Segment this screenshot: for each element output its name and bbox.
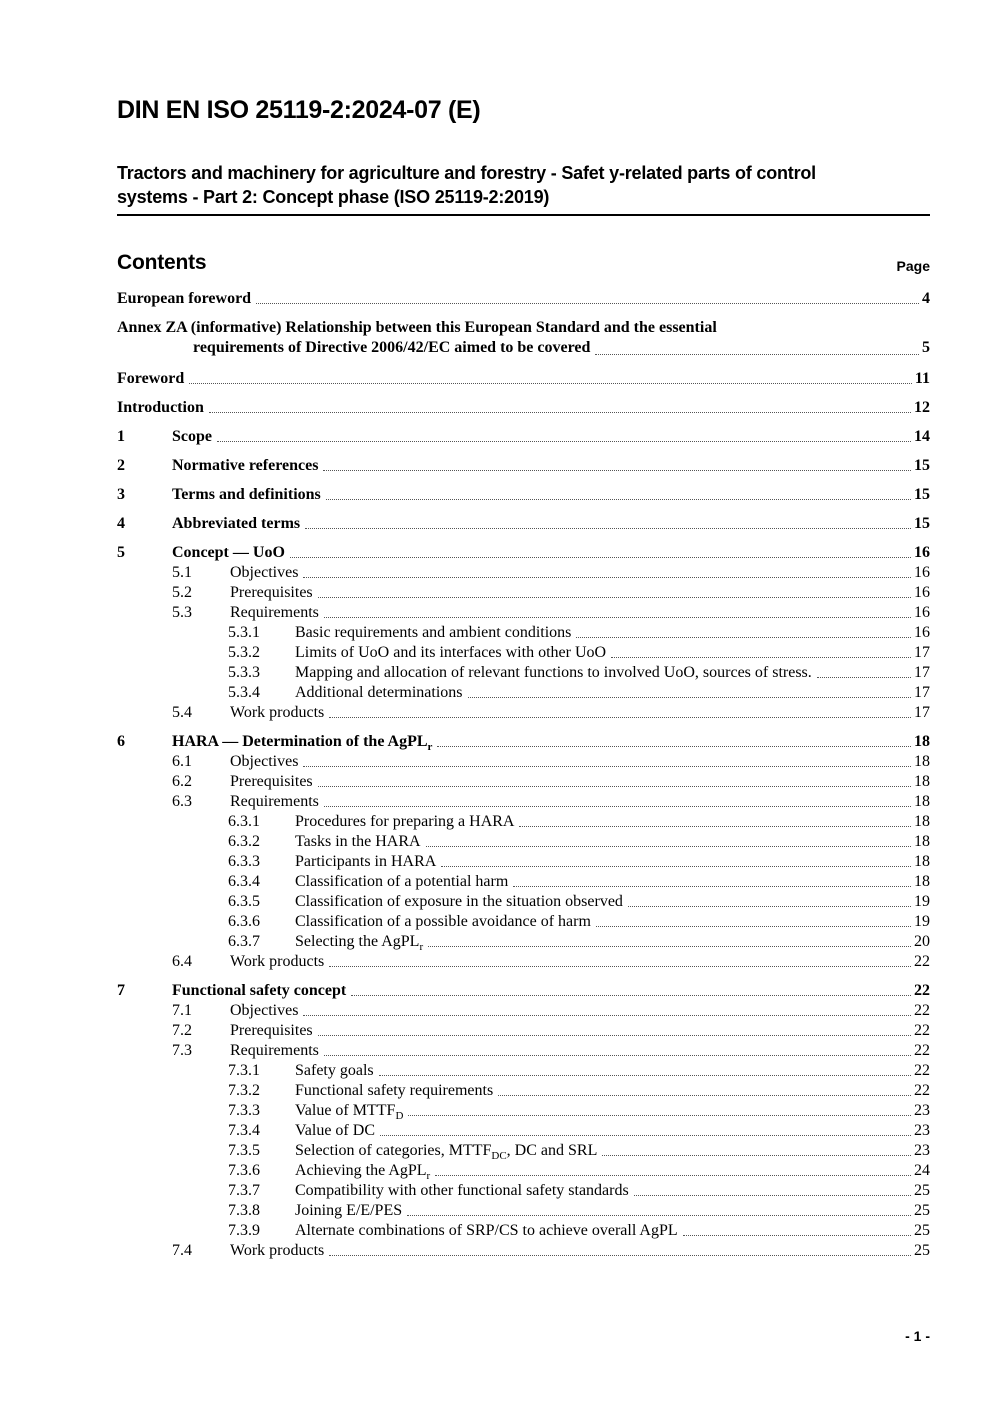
toc-entry	[117, 952, 930, 972]
toc-entry	[117, 1241, 930, 1261]
dot-leader	[611, 657, 911, 658]
toc-entry-page: 14	[914, 428, 930, 445]
toc-entry-label: Tasks in the HARA	[295, 833, 421, 850]
dot-leader	[326, 499, 911, 500]
toc-entry	[117, 583, 930, 603]
toc-entry-label: Basic requirements and ambient conditions	[295, 624, 572, 641]
toc-entry-page: 16	[914, 544, 930, 561]
toc-entry-page: 22	[914, 1042, 930, 1059]
dot-leader	[305, 528, 911, 529]
toc-entry	[117, 1021, 930, 1041]
toc-entry	[117, 563, 930, 583]
toc-entry-number: 7	[117, 982, 125, 999]
dot-leader	[380, 1135, 911, 1136]
dot-leader	[513, 886, 911, 887]
toc-entry-page: 24	[914, 1162, 930, 1179]
toc-entry	[117, 456, 930, 476]
toc-entry-label: Introduction	[117, 399, 204, 416]
toc-entry-page: 23	[914, 1142, 930, 1159]
toc-entry	[117, 1001, 930, 1021]
dot-leader	[324, 1055, 911, 1056]
dot-leader	[318, 786, 911, 787]
toc-entry-number: 6.3.5	[228, 893, 260, 910]
toc-entry-page: 20	[914, 933, 930, 950]
toc-entry-page: 22	[914, 1022, 930, 1039]
toc-entry	[117, 872, 930, 892]
dot-leader	[428, 946, 911, 947]
document-title-line2: systems - Part 2: Concept phase (ISO 25119-2:2019)	[117, 187, 550, 207]
table-of-contents	[117, 289, 930, 1261]
toc-entry-number: 5.3.1	[228, 624, 260, 641]
toc-entry-label: Scope	[172, 428, 212, 445]
toc-entry-page: 22	[914, 1082, 930, 1099]
toc-entry-label: Prerequisites	[230, 773, 313, 790]
toc-entry-page: 16	[914, 564, 930, 581]
dot-leader	[407, 1215, 911, 1216]
toc-entry-page: 11	[914, 370, 930, 387]
toc-entry-page: 5	[922, 339, 930, 356]
toc-entry-label: Abbreviated terms	[172, 515, 301, 532]
toc-entry	[117, 369, 930, 389]
toc-entry-label: Functional safety requirements	[295, 1082, 494, 1099]
toc-entry-label: Prerequisites	[230, 584, 313, 601]
dot-leader	[329, 966, 911, 967]
toc-entry-label: Classification of a possible avoidance of harm	[295, 913, 591, 930]
toc-entry-number: 6.3.6	[228, 913, 260, 930]
toc-entry	[117, 623, 930, 643]
dot-leader	[408, 1115, 911, 1116]
dot-leader	[351, 995, 911, 996]
dot-leader	[303, 577, 911, 578]
dot-leader	[256, 303, 919, 304]
toc-entry-page: 22	[914, 1002, 930, 1019]
toc-entry-number: 7.3	[172, 1042, 192, 1059]
toc-entry-number: 4	[117, 515, 125, 532]
dot-leader	[189, 383, 912, 384]
dot-leader	[628, 906, 911, 907]
toc-entry-page: 18	[914, 733, 930, 750]
toc-entry-number: 5.4	[172, 704, 192, 721]
toc-entry	[117, 892, 930, 912]
toc-entry	[117, 703, 930, 723]
dot-leader	[441, 866, 911, 867]
toc-entry-page: 19	[914, 913, 930, 930]
toc-entry-number: 5.1	[172, 564, 192, 581]
dot-leader	[468, 697, 911, 698]
toc-entry-number: 6.3.2	[228, 833, 260, 850]
toc-entry-number: 7.3.3	[228, 1102, 260, 1119]
toc-entry-label: Requirements	[230, 793, 319, 810]
document-title	[117, 161, 930, 216]
toc-entry-number: 7.4	[172, 1242, 192, 1259]
toc-entry-number: 6.3.7	[228, 933, 260, 950]
page-number: - 1 -	[905, 1328, 930, 1344]
toc-entry-number: 7.3.5	[228, 1142, 260, 1159]
toc-entry	[117, 1121, 930, 1141]
toc-entry	[117, 1221, 930, 1241]
toc-entry	[117, 543, 930, 563]
dot-leader	[323, 470, 911, 471]
toc-entry-page: 15	[914, 457, 930, 474]
toc-entry	[117, 683, 930, 703]
toc-entry	[117, 852, 930, 872]
document-id: DIN EN ISO 25119-2:2024-07 (E)	[117, 96, 481, 124]
dot-leader	[437, 746, 911, 747]
toc-entry-page: 22	[914, 982, 930, 999]
document-title-line1: Tractors and machinery for agriculture and forestry - Safet y-related parts of control	[117, 163, 816, 183]
toc-entry-number: 7.3.8	[228, 1202, 260, 1219]
dot-leader	[683, 1235, 911, 1236]
toc-entry-label: Safety goals	[295, 1062, 374, 1079]
toc-entry	[117, 981, 930, 1001]
toc-entry-page: 18	[914, 833, 930, 850]
toc-entry-number: 6.3	[172, 793, 192, 810]
toc-entry-continuation-label: requirements of Directive 2006/42/EC aimed to be covered	[193, 339, 591, 356]
toc-entry-label: Foreword	[117, 370, 185, 387]
toc-entry-label: Terms and definitions	[172, 486, 321, 503]
toc-entry	[117, 912, 930, 932]
dot-leader	[329, 717, 911, 718]
dot-leader	[379, 1075, 911, 1076]
toc-entry-label: Compatibility with other functional safety standards	[295, 1182, 629, 1199]
toc-entry	[117, 485, 930, 505]
toc-entry-label: Classification of exposure in the situation observed	[295, 893, 623, 910]
toc-entry	[117, 1161, 930, 1181]
toc-entry-page: 25	[914, 1242, 930, 1259]
toc-entry	[117, 832, 930, 852]
toc-entry-page: 15	[914, 515, 930, 532]
toc-entry-page: 4	[922, 290, 930, 307]
toc-entry-label: Procedures for preparing a HARA	[295, 813, 515, 830]
toc-entry-page: 18	[914, 873, 930, 890]
toc-entry-page: 18	[914, 773, 930, 790]
toc-entry	[117, 514, 930, 534]
contents-heading: Contents	[117, 251, 207, 274]
toc-entry	[117, 752, 930, 772]
toc-entry	[117, 427, 930, 447]
toc-entry-number: 7.2	[172, 1022, 192, 1039]
toc-entry-page: 17	[914, 684, 930, 701]
toc-entry	[117, 1041, 930, 1061]
toc-entry	[117, 643, 930, 663]
toc-entry	[117, 289, 930, 309]
toc-entry	[117, 663, 930, 683]
toc-entry-number: 5.3.3	[228, 664, 260, 681]
toc-entry	[117, 1081, 930, 1101]
toc-entry-number: 5.2	[172, 584, 192, 601]
toc-entry-number: 7.3.7	[228, 1182, 260, 1199]
dot-leader	[303, 766, 911, 767]
toc-entry	[117, 1141, 930, 1161]
toc-entry-page: 16	[914, 604, 930, 621]
toc-entry-page: 25	[914, 1182, 930, 1199]
toc-entry-page: 25	[914, 1202, 930, 1219]
dot-leader	[435, 1175, 911, 1176]
toc-entry-label: Objectives	[230, 564, 299, 581]
dot-leader	[596, 926, 911, 927]
toc-entry	[117, 1101, 930, 1121]
toc-entry-number: 6.3.4	[228, 873, 260, 890]
toc-entry-label: Requirements	[230, 1042, 319, 1059]
toc-entry-number: 7.3.6	[228, 1162, 260, 1179]
toc-entry-number: 7.3.4	[228, 1122, 260, 1139]
dot-leader	[217, 441, 911, 442]
toc-entry-page: 22	[914, 953, 930, 970]
toc-entry-continuation	[117, 338, 930, 360]
toc-entry-page: 17	[914, 664, 930, 681]
toc-entry-label: Concept — UoO	[172, 544, 285, 561]
toc-entry-label: Objectives	[230, 753, 299, 770]
toc-entry-number: 6.1	[172, 753, 192, 770]
toc-entry-number: 6	[117, 733, 125, 750]
dot-leader	[290, 557, 911, 558]
toc-entry-page: 23	[914, 1102, 930, 1119]
toc-entry-page: 16	[914, 624, 930, 641]
dot-leader	[318, 1035, 911, 1036]
dot-leader	[329, 1255, 911, 1256]
toc-entry-page: 18	[914, 813, 930, 830]
dot-leader	[324, 806, 911, 807]
toc-entry	[117, 318, 930, 338]
toc-entry-label: HARA — Determination of the AgPL$_r$	[172, 733, 433, 754]
toc-entry-page: 17	[914, 704, 930, 721]
page-column-label: Page	[896, 258, 930, 274]
toc-entry-number: 6.2	[172, 773, 192, 790]
toc-entry-page: 17	[914, 644, 930, 661]
toc-entry-label: Annex ZA (informative) Relationship between this European Standard and the essential	[117, 319, 717, 336]
toc-entry-number: 5.3	[172, 604, 192, 621]
toc-entry-label: Limits of UoO and its interfaces with other UoO	[295, 644, 607, 661]
toc-entry-label: Value of $MTTF_D$	[295, 1102, 404, 1123]
toc-entry-number: 3	[117, 486, 125, 503]
toc-entry-label: Additional determinations	[295, 684, 463, 701]
toc-entry	[117, 772, 930, 792]
toc-entry-number: 5	[117, 544, 125, 561]
dot-leader	[519, 826, 911, 827]
toc-entry-label: Prerequisites	[230, 1022, 313, 1039]
toc-entry-label: Alternate combinations of SRP/CS to achieve overall AgPL	[295, 1222, 678, 1239]
toc-entry-number: 1	[117, 428, 125, 445]
toc-entry	[117, 932, 930, 952]
toc-entry-label: Value of DC	[295, 1122, 375, 1139]
toc-entry-number: 7.3.1	[228, 1062, 260, 1079]
toc-entry-number: 7.3.2	[228, 1082, 260, 1099]
dot-leader	[303, 1015, 911, 1016]
toc-entry-page: 22	[914, 1062, 930, 1079]
toc-entry-label: Mapping and allocation of relevant functions to involved UoO, sources of stress.	[295, 664, 812, 681]
toc-entry	[117, 792, 930, 812]
dot-leader	[602, 1155, 911, 1156]
toc-entry	[117, 1061, 930, 1081]
dot-leader	[595, 354, 919, 355]
dot-leader	[817, 677, 911, 678]
toc-entry-number: 6.4	[172, 953, 192, 970]
dot-leader	[576, 637, 911, 638]
toc-entry-number: 6.3.1	[228, 813, 260, 830]
toc-entry-label: Classification of a potential harm	[295, 873, 509, 890]
toc-entry	[117, 398, 930, 418]
toc-entry-label: Objectives	[230, 1002, 299, 1019]
toc-entry-page: 16	[914, 584, 930, 601]
toc-entry-page: 25	[914, 1222, 930, 1239]
toc-entry-label: Work products	[230, 953, 325, 970]
dot-leader	[324, 617, 911, 618]
toc-entry-label: Normative references	[172, 457, 319, 474]
toc-entry-page: 19	[914, 893, 930, 910]
toc-entry-number: 7.1	[172, 1002, 192, 1019]
toc-entry-page: 18	[914, 793, 930, 810]
toc-entry-page: 23	[914, 1122, 930, 1139]
toc-entry-page: 12	[914, 399, 930, 416]
toc-entry-label: Work products	[230, 1242, 325, 1259]
toc-entry-number: 6.3.3	[228, 853, 260, 870]
dot-leader	[318, 597, 911, 598]
toc-entry	[117, 732, 930, 752]
toc-entry-number: 5.3.4	[228, 684, 260, 701]
toc-entry-label: European foreword	[117, 290, 252, 307]
toc-entry-page: 18	[914, 853, 930, 870]
dot-leader	[209, 412, 911, 413]
toc-entry	[117, 812, 930, 832]
dot-leader	[634, 1195, 911, 1196]
toc-entry-number: 7.3.9	[228, 1222, 260, 1239]
toc-entry-page: 15	[914, 486, 930, 503]
toc-entry-page: 18	[914, 753, 930, 770]
toc-entry-label: Selecting the AgPL$_r$	[295, 933, 424, 954]
toc-entry-label: Participants in HARA	[295, 853, 437, 870]
toc-entry	[117, 1181, 930, 1201]
toc-entry-label: Achieving the AgPL$_r$	[295, 1162, 431, 1183]
toc-entry-label: Work products	[230, 704, 325, 721]
dot-leader	[498, 1095, 911, 1096]
toc-entry-label: Requirements	[230, 604, 319, 621]
contents-header-row	[117, 250, 930, 276]
toc-entry-label: Selection of categories, $MTTF_{DC}$, DC and SRL	[295, 1142, 598, 1163]
toc-entry	[117, 1201, 930, 1221]
dot-leader	[426, 846, 911, 847]
toc-entry	[117, 603, 930, 623]
toc-entry-label: Functional safety concept	[172, 982, 347, 999]
toc-entry-label: Joining E/E/PES	[295, 1202, 403, 1219]
toc-entry-number: 2	[117, 457, 125, 474]
toc-entry-number: 5.3.2	[228, 644, 260, 661]
